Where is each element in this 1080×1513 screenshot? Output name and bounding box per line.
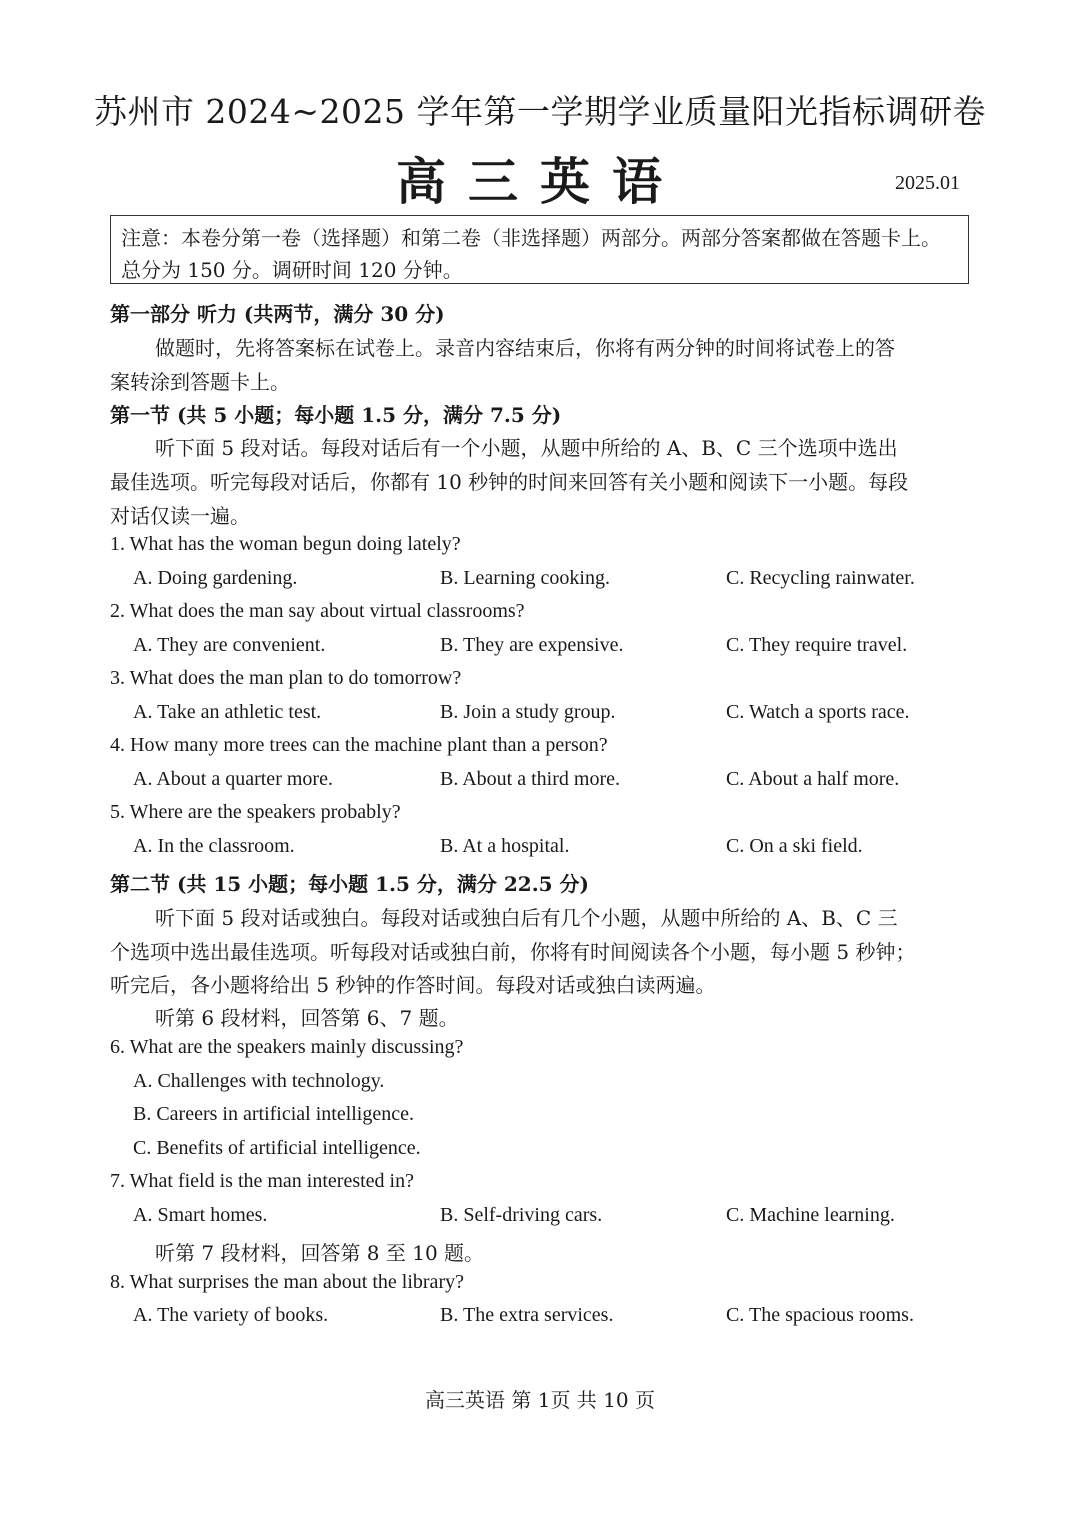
section2-intro-line-3: 听完后，各小题将给出 5 秒钟的作答时间。每段对话或独白读两遍。 (110, 973, 716, 997)
q3-option-a: A. Take an athletic test. (133, 701, 322, 723)
q1-option-a: A. Doing gardening. (133, 567, 298, 589)
part1-intro-line-1: 做题时，先将答案标在试卷上。录音内容结束后，你将有两分钟的时间将试卷上的答 (155, 336, 895, 360)
part1-intro-line-2: 案转涂到答题卡上。 (110, 370, 290, 394)
q7-option-a: A. Smart homes. (133, 1204, 268, 1226)
section1-intro-line-3: 对话仅读一遍。 (110, 504, 250, 528)
material-7-note: 听第 7 段材料，回答第 8 至 10 题。 (155, 1241, 485, 1265)
notice-box: 注意：本卷分第一卷（选择题）和第二卷（非选择题）两部分。两部分答案都做在答题卡上。总分为 150 分。调研时间 120 分钟。 (110, 215, 969, 284)
q6-option-a: A. Challenges with technology. (133, 1070, 385, 1092)
section2-heading: 第二节 (共 15 小题；每小题 1.5 分，满分 22.5 分) (110, 872, 590, 896)
q8-option-a: A. The variety of books. (133, 1304, 329, 1326)
q4-option-a: A. About a quarter more. (133, 768, 333, 790)
question-8: 8. What surprises the man about the library? (110, 1271, 464, 1293)
q7-option-c: C. Machine learning. (726, 1204, 895, 1226)
q5-option-b: B. At a hospital. (440, 835, 570, 857)
subject-title: 高三英语 (396, 152, 684, 211)
section1-intro-line-1: 听下面 5 段对话。每段对话后有一个小题，从题中所给的 A、B、C 三个选项中选出 (155, 436, 898, 460)
q2-option-c: C. They require travel. (726, 634, 908, 656)
q6-option-b: B. Careers in artificial intelligence. (133, 1103, 414, 1125)
q3-option-c: C. Watch a sports race. (726, 701, 910, 723)
exam-title: 苏州市 2024~2025 学年第一学期学业质量阳光指标调研卷 (93, 92, 987, 131)
q5-option-a: A. In the classroom. (133, 835, 295, 857)
q1-option-b: B. Learning cooking. (440, 567, 610, 589)
section1-heading: 第一节 (共 5 小题；每小题 1.5 分，满分 7.5 分) (110, 403, 562, 427)
q8-option-b: B. The extra services. (440, 1304, 614, 1326)
q4-option-c: C. About a half more. (726, 768, 900, 790)
section2-intro-line-1: 听下面 5 段对话或独白。每段对话或独白后有几个小题，从题中所给的 A、B、C 三 (155, 906, 898, 930)
q2-option-a: A. They are convenient. (133, 634, 326, 656)
q1-option-c: C. Recycling rainwater. (726, 567, 915, 589)
question-4: 4. How many more trees can the machine plant than a person? (110, 734, 608, 756)
q7-option-b: B. Self-driving cars. (440, 1204, 603, 1226)
page-footer: 高三英语 第 1页 共 10 页 (425, 1388, 655, 1412)
q8-option-c: C. The spacious rooms. (726, 1304, 914, 1326)
question-7: 7. What field is the man interested in? (110, 1170, 414, 1192)
exam-date: 2025.01 (895, 172, 960, 194)
q3-option-b: B. Join a study group. (440, 701, 616, 723)
material-6-note: 听第 6 段材料，回答第 6、7 题。 (155, 1006, 459, 1030)
part1-heading: 第一部分 听力 (共两节，满分 30 分) (110, 302, 445, 326)
question-6: 6. What are the speakers mainly discussing? (110, 1036, 464, 1058)
section1-intro-line-2: 最佳选项。听完每段对话后，你都有 10 秒钟的时间来回答有关小题和阅读下一小题。每段 (110, 470, 909, 494)
q6-option-c: C. Benefits of artificial intelligence. (133, 1137, 421, 1159)
question-2: 2. What does the man say about virtual classrooms? (110, 600, 525, 622)
question-5: 5. Where are the speakers probably? (110, 801, 401, 823)
q5-option-c: C. On a ski field. (726, 835, 863, 857)
question-1: 1. What has the woman begun doing lately? (110, 533, 461, 555)
q2-option-b: B. They are expensive. (440, 634, 624, 656)
q4-option-b: B. About a third more. (440, 768, 620, 790)
question-3: 3. What does the man plan to do tomorrow? (110, 667, 462, 689)
section2-intro-line-2: 个选项中选出最佳选项。听每段对话或独白前，你将有时间阅读各个小题，每小题 5 秒钟； (110, 940, 916, 964)
